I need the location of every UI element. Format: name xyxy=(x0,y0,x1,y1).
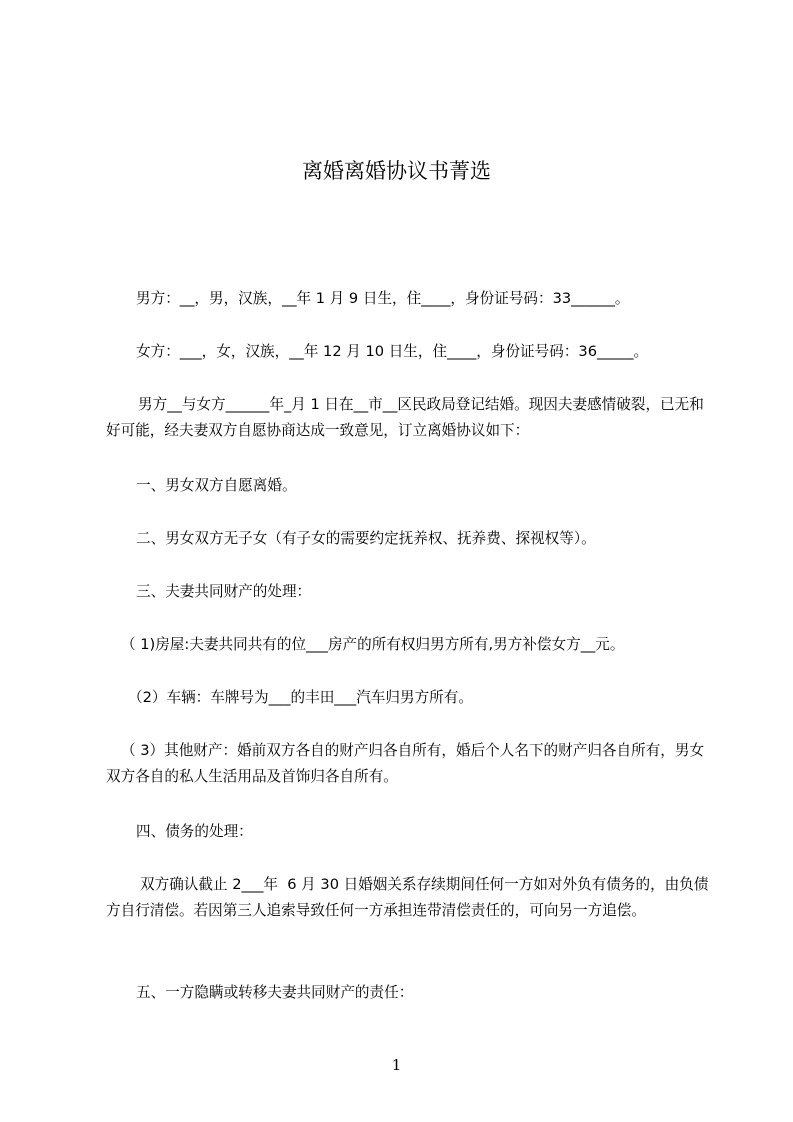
paragraph-male-party: 男方：__，男，汉族，__年 1 月 9 日生，住____，身份证号码：33______。 xyxy=(136,290,630,307)
clause-3-other-property: （ 3）其他财产：婚前双方各自的财产归各自所有，婚后个人名下的财产归各自所有，男女双方各自的私人生活用品及首饰归各自所有。 xyxy=(106,742,705,785)
clause-3-house: （ 1)房屋:夫妻共同共有的位___房产的所有权归男方所有,男方补偿女方__元。 xyxy=(121,636,625,653)
clause-2: 二、男女双方无子女（有子女的需要约定抚养权、抚养费、探视权等）。 xyxy=(136,530,596,547)
clause-5-heading: 五、一方隐瞒或转移夫妻共同财产的责任： xyxy=(136,984,414,1001)
paragraph-marriage-info: 男方__与女方______年_月 1 日在__市__区民政局登记结婚。现因夫妻感情破裂，已无和好可能，经夫妻双方自愿协商达成一致意见，订立离婚协议如下： xyxy=(106,396,704,439)
document-title: 离婚离婚协议书菁选 xyxy=(302,159,491,184)
clause-1: 一、男女双方自愿离婚。 xyxy=(136,477,297,494)
page-number: 1 xyxy=(391,1056,402,1074)
clause-3-vehicle: （2）车辆：车牌号为___的丰田___汽车归男方所有。 xyxy=(128,689,473,706)
paragraph-female-party: 女方：___，女，汉族，__年 12 月 10 日生，住____，身份证号码：36_____。 xyxy=(136,343,649,360)
clause-4-debt: 双方确认截止 2___年 6 月 30 日婚姻关系存续期间任何一方如对外负有债务的，由负债方自行清偿。若因第三人追索导致任何一方承担连带清偿责任的，可向另一方追偿。 xyxy=(106,876,709,919)
clause-4-heading: 四、债务的处理： xyxy=(136,823,253,840)
clause-3-heading: 三、夫妻共同财产的处理： xyxy=(136,583,312,600)
